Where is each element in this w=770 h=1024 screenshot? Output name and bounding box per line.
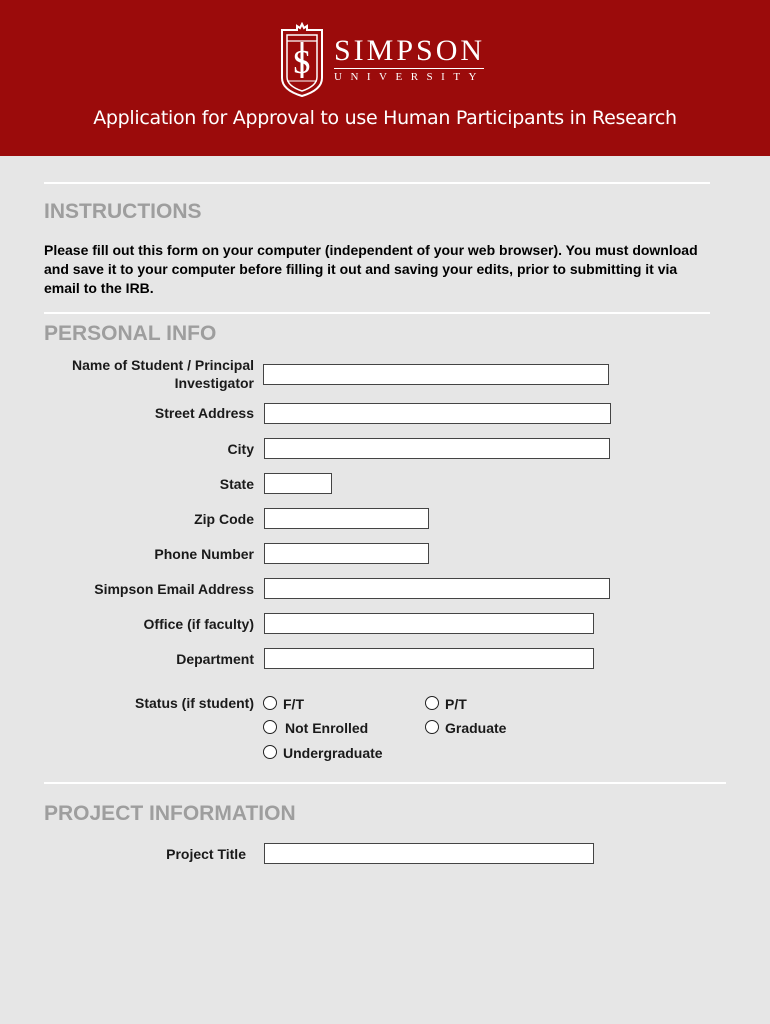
project-title-label: Project Title [166,846,246,862]
status-pt-radio[interactable] [425,694,525,714]
divider-personal [44,312,710,314]
city-label: City [227,441,254,457]
email-input[interactable] [264,578,610,599]
street-address-input[interactable] [264,403,611,424]
simpson-university-logo [276,22,491,98]
radio-circle-icon[interactable] [263,720,277,734]
phone-number-input[interactable] [264,543,429,564]
instructions-heading: INSTRUCTIONS [44,200,202,223]
status-pt-label: P/T [445,696,467,712]
status-ft-radio[interactable] [263,694,363,714]
office-label: Office (if faculty) [143,616,254,632]
status-graduate-label: Graduate [445,720,507,736]
email-label: Simpson Email Address [94,581,254,597]
status-undergraduate-radio[interactable] [263,743,403,763]
department-input[interactable] [264,648,594,669]
zip-code-input[interactable] [264,508,429,529]
state-label: State [219,476,254,492]
instructions-text: Please fill out this form on your computer (independent of your web browser). You must download and save it to your computer before filling it out and saving your edits, prior to submitting it via email to the IRB. [44,242,698,296]
divider-project [44,782,726,784]
project-info-heading: PROJECT INFORMATION [44,802,296,825]
shield-monogram: S [292,44,312,81]
office-input[interactable] [264,613,594,634]
radio-circle-icon[interactable] [425,696,439,710]
street-label: Street Address [154,405,254,421]
city-input[interactable] [264,438,610,459]
radio-circle-icon[interactable] [425,720,439,734]
header-banner [0,0,770,156]
status-label: Status (if student) [135,695,254,711]
logo-subtitle: UNIVERSITY [334,71,485,83]
status-graduate-radio[interactable] [425,718,525,738]
name-label-line2: Investigator [174,375,254,391]
page-title: Application for Approval to use Human Participants in Research [93,107,677,129]
logo-divider [334,68,484,69]
zip-label: Zip Code [194,511,254,527]
state-input[interactable] [264,473,332,494]
name-label-line1: Name of Student / Principal [71,357,254,373]
status-undergraduate-label: Undergraduate [283,745,383,761]
status-not-enrolled-radio[interactable] [263,718,393,738]
project-title-input[interactable] [264,843,594,864]
department-label: Department [176,651,254,667]
shield-crest-icon [276,22,328,98]
personal-info-heading: PERSONAL INFO [44,322,217,345]
status-not-enrolled-label: Not Enrolled [285,720,369,736]
name-input[interactable] [263,364,609,385]
divider-top [44,182,710,184]
radio-circle-icon[interactable] [263,696,277,710]
logo-name: SIMPSON [334,34,486,67]
phone-label: Phone Number [154,546,254,562]
radio-circle-icon[interactable] [263,745,277,759]
status-ft-label: F/T [283,696,304,712]
